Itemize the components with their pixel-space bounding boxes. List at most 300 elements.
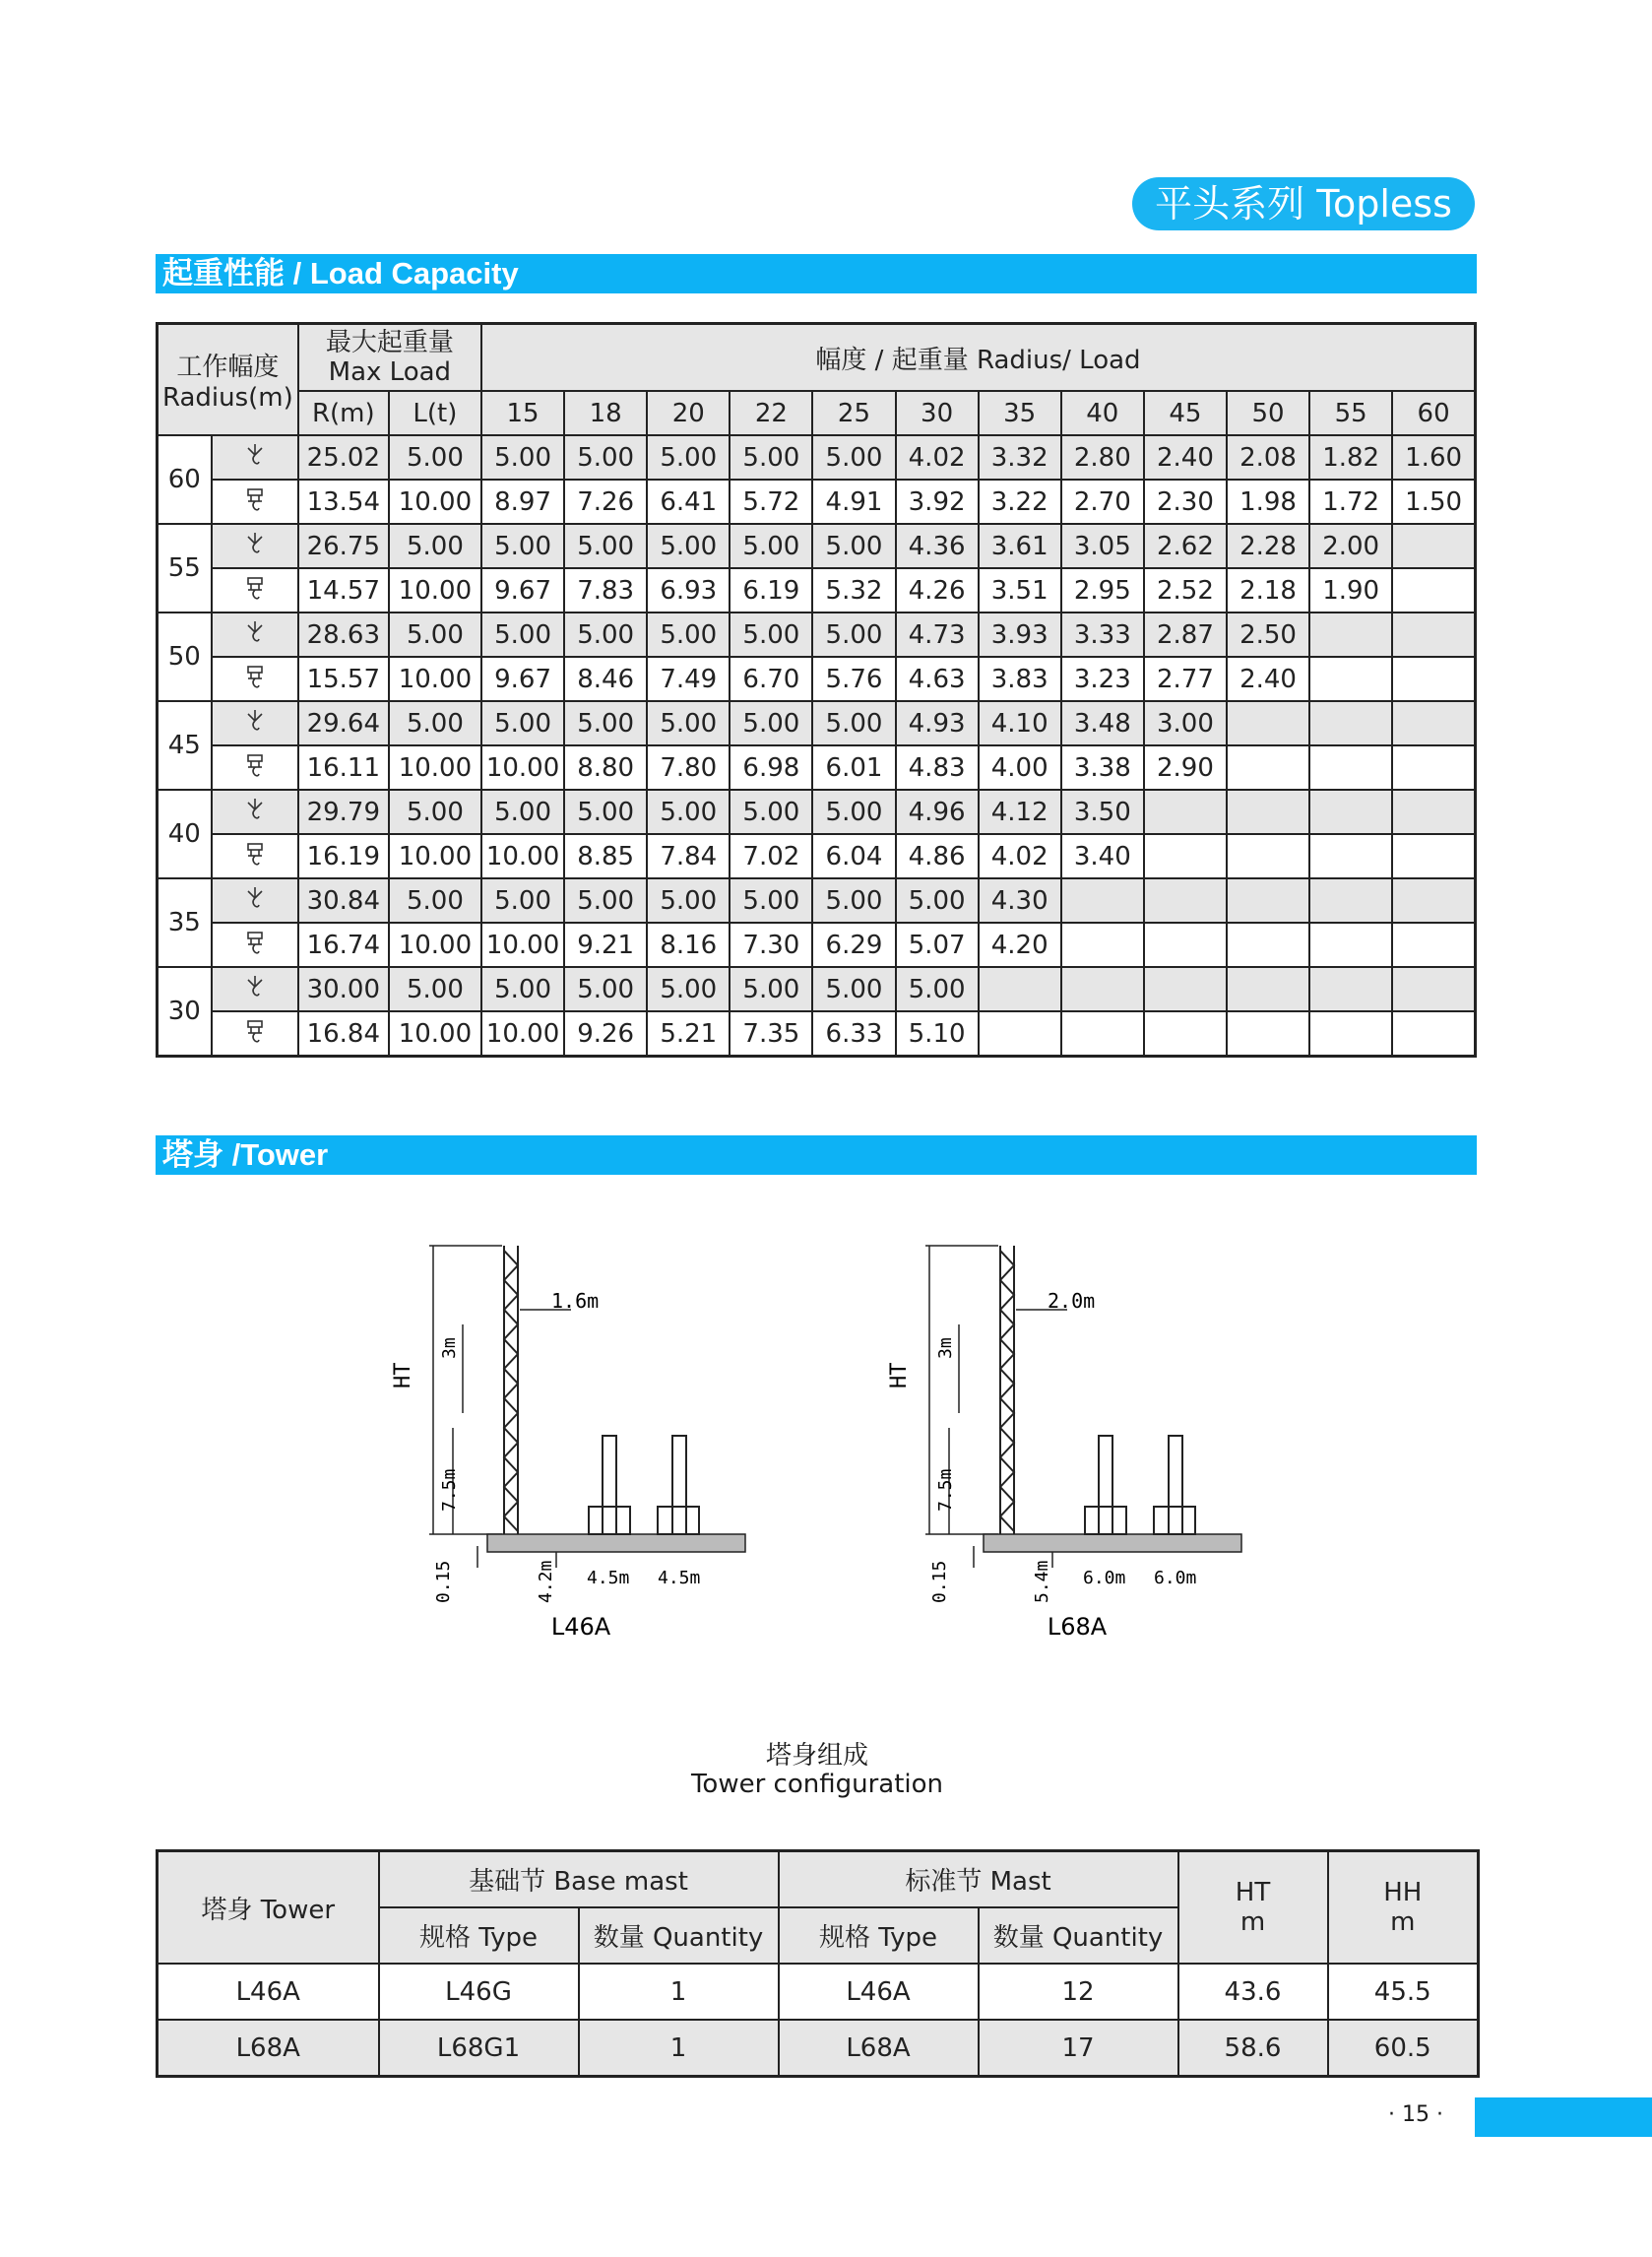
base-type-header: 规格 Type [379,1907,579,1964]
mast-type-cell: L46A [779,1964,979,2020]
load-value-cell [979,1011,1061,1057]
load-value-cell [1392,834,1475,878]
table-row [158,524,1476,568]
base-type-cell: L68G1 [379,2020,579,2077]
load-value-cell: 4.86 [896,834,979,878]
mast-lattice [1000,1246,1014,1534]
load-value-cell: 5.00 [730,613,812,657]
load-value-cell: 5.07 [896,923,979,967]
mast-header: 标准节 Mast [779,1851,1178,1908]
radius-col-header: 20 [647,391,730,435]
load-value-cell [1392,568,1475,613]
ht-cell: 58.6 [1178,2020,1328,2077]
config-title-en: Tower configuration [690,1770,944,1799]
load-value-cell: 4.02 [896,435,979,480]
load-value-cell [1392,1011,1475,1057]
single-fall-hook-icon [212,967,298,1011]
series-badge: 平头系列 Topless [1132,177,1475,230]
max-load-cell: 5.00 [389,435,481,480]
load-value-cell: 3.00 [1144,701,1227,745]
load-value-cell: 5.00 [730,701,812,745]
load-value-cell: 2.87 [1144,613,1227,657]
load-value-cell: 1.82 [1309,435,1392,480]
load-value-cell: 2.40 [1227,657,1309,701]
load-value-cell: 2.80 [1061,435,1144,480]
load-value-cell: 2.08 [1227,435,1309,480]
load-value-cell: 4.63 [896,657,979,701]
load-value-cell: 3.40 [1061,834,1144,878]
load-value-cell: 5.00 [564,790,647,834]
max-load-cell: 5.00 [389,701,481,745]
load-value-cell [1227,1011,1309,1057]
load-value-cell: 4.96 [896,790,979,834]
load-value-cell: 5.00 [812,435,895,480]
base-qty-header: 数量 Quantity [579,1907,779,1964]
load-value-cell: 3.50 [1061,790,1144,834]
radius-col-header: 22 [730,391,812,435]
hh-header-unit: m [1390,1907,1416,1937]
load-value-cell: 5.32 [812,568,895,613]
load-value-cell [1392,613,1475,657]
load-value-cell: 5.00 [481,701,564,745]
depth-label: 5.4m [1032,1560,1052,1603]
load-value-cell: 8.46 [564,657,647,701]
radius-col-header: 15 [481,391,564,435]
working-radius-cell: 55 [158,524,212,613]
table-row [158,790,1476,834]
gap-label: 0.15 [929,1560,950,1603]
load-value-cell: 6.19 [730,568,812,613]
load-value-cell: 5.00 [481,967,564,1011]
load-value-cell: 4.20 [979,923,1061,967]
load-value-cell [1144,878,1227,923]
max-load-cell: 10.00 [389,1011,481,1057]
load-value-cell: 9.21 [564,923,647,967]
load-value-cell: 5.00 [647,878,730,923]
load-value-cell: 10.00 [481,923,564,967]
mast-type-header: 规格 Type [779,1907,979,1964]
load-value-cell: 5.00 [564,613,647,657]
radius-header-en: Radius(m) [161,383,293,413]
load-value-cell: 5.10 [896,1011,979,1057]
hh-cell: 45.5 [1328,1964,1479,2020]
r-header: R(m) [298,391,389,435]
load-value-cell: 1.72 [1309,480,1392,524]
table-row [158,568,1476,613]
load-value-cell: 2.18 [1227,568,1309,613]
hh-header [1328,1851,1479,1965]
working-radius-cell: 40 [158,790,212,878]
mast-qty-cell: 12 [979,1964,1178,2020]
table-row [158,967,1476,1011]
working-radius-cell: 35 [158,878,212,967]
maxload-header-en: Max Load [328,357,452,387]
load-value-cell: 7.35 [730,1011,812,1057]
load-value-cell [1392,923,1475,967]
load-value-cell: 7.30 [730,923,812,967]
double-fall-hook-icon [212,834,298,878]
load-value-cell: 10.00 [481,1011,564,1057]
double-fall-hook-icon [212,480,298,524]
table-row [158,657,1476,701]
load-value-cell [1392,878,1475,923]
max-load-cell: 5.00 [389,790,481,834]
load-value-cell: 4.12 [979,790,1061,834]
load-value-cell: 5.00 [647,790,730,834]
base-mast-drawing [589,1436,699,1534]
table-row [158,878,1476,923]
single-fall-hook-icon [212,435,298,480]
load-value-cell [1227,834,1309,878]
tower-header: 塔身 /Tower [156,1135,1477,1175]
load-value-cell: 5.00 [647,701,730,745]
load-value-cell [1227,878,1309,923]
load-value-cell: 3.61 [979,524,1061,568]
max-load-cell: 5.00 [389,524,481,568]
load-value-cell: 9.67 [481,568,564,613]
load-value-cell: 5.00 [812,613,895,657]
single-fall-hook-icon [212,613,298,657]
load-value-cell: 7.26 [564,480,647,524]
load-value-cell: 2.95 [1061,568,1144,613]
load-value-cell: 5.72 [730,480,812,524]
load-value-cell: 1.60 [1392,435,1475,480]
max-radius-cell: 29.79 [298,790,389,834]
depth-label: 4.2m [536,1560,556,1603]
load-value-cell [1144,1011,1227,1057]
load-value-cell: 6.29 [812,923,895,967]
max-radius-cell: 30.84 [298,878,389,923]
load-value-cell [1227,701,1309,745]
table-row [158,435,1476,480]
max-radius-cell: 16.11 [298,745,389,790]
single-fall-hook-icon [212,524,298,568]
load-value-cell: 6.41 [647,480,730,524]
width-label: 1.6m [551,1289,600,1313]
load-value-cell: 10.00 [481,745,564,790]
max-radius-cell: 25.02 [298,435,389,480]
mast-type-cell: L68A [779,2020,979,2077]
load-value-cell [1392,524,1475,568]
load-value-cell: 9.67 [481,657,564,701]
dimension-lines [429,1246,571,1568]
load-value-cell: 3.83 [979,657,1061,701]
load-value-cell: 3.33 [1061,613,1144,657]
double-fall-hook-icon [212,923,298,967]
l-header: L(t) [389,391,481,435]
tower-header-cell: 塔身 Tower [158,1851,379,1965]
tower-cell: L46A [158,1964,379,2020]
radius-header [158,324,298,436]
load-value-cell [1227,745,1309,790]
working-radius-cell: 30 [158,967,212,1057]
ht-header-label: HT [1235,1878,1271,1907]
load-value-cell: 7.83 [564,568,647,613]
load-value-cell: 5.00 [730,524,812,568]
max-radius-cell: 16.19 [298,834,389,878]
load-value-cell: 5.00 [647,435,730,480]
load-value-cell [1061,878,1144,923]
load-value-cell [1309,967,1392,1011]
ht-label: HT [887,1362,912,1388]
load-value-cell [1144,923,1227,967]
maxload-header-cn: 最大起重量 [325,328,454,357]
max-load-cell: 10.00 [389,834,481,878]
load-value-cell: 5.00 [812,524,895,568]
max-load-cell: 10.00 [389,745,481,790]
load-value-cell: 6.70 [730,657,812,701]
max-radius-cell: 26.75 [298,524,389,568]
base-qty-cell: 1 [579,2020,779,2077]
max-radius-cell: 30.00 [298,967,389,1011]
maxload-header [298,324,481,392]
working-radius-cell: 45 [158,701,212,790]
ht-header-unit: m [1239,1907,1266,1937]
load-value-cell [1392,701,1475,745]
load-value-cell [1309,745,1392,790]
diagram-label: L68A [1047,1613,1108,1641]
load-value-cell: 3.22 [979,480,1061,524]
mast-lattice [504,1246,518,1534]
hh-cell: 60.5 [1328,2020,1479,2077]
table-row [158,923,1476,967]
radius-col-header: 60 [1392,391,1475,435]
load-value-cell [1392,790,1475,834]
load-value-cell: 7.84 [647,834,730,878]
mast-qty-cell: 17 [979,2020,1178,2077]
max-load-cell: 10.00 [389,480,481,524]
corner-accent [1475,2097,1652,2137]
load-value-cell: 5.00 [647,524,730,568]
max-load-cell: 5.00 [389,878,481,923]
double-fall-hook-icon [212,1011,298,1057]
load-value-cell [1227,790,1309,834]
working-radius-cell: 50 [158,613,212,701]
load-value-cell: 6.33 [812,1011,895,1057]
width-label: 2.0m [1048,1289,1096,1313]
page-number: · 15 · [1388,2102,1443,2127]
radius-load-header: 幅度 / 起重量 Radius/ Load [481,324,1476,392]
load-value-cell: 3.05 [1061,524,1144,568]
base-qty-cell: 1 [579,1964,779,2020]
load-value-cell: 1.90 [1309,568,1392,613]
foundation [984,1534,1241,1552]
load-value-cell: 4.83 [896,745,979,790]
load-value-cell: 2.40 [1144,435,1227,480]
ht-header [1178,1851,1328,1965]
load-value-cell: 5.21 [647,1011,730,1057]
load-value-cell: 6.04 [812,834,895,878]
config-title-cn: 塔身组成 [765,1741,868,1771]
load-value-cell [1227,923,1309,967]
load-value-cell: 5.00 [812,701,895,745]
double-fall-hook-icon [212,568,298,613]
tower-diagram-l68a [887,1231,1264,1654]
load-value-cell: 7.80 [647,745,730,790]
load-value-cell: 3.48 [1061,701,1144,745]
load-value-cell: 2.30 [1144,480,1227,524]
load-value-cell: 6.93 [647,568,730,613]
load-value-cell [1144,790,1227,834]
load-value-cell: 8.16 [647,923,730,967]
radius-col-header: 35 [979,391,1061,435]
load-capacity-table [156,322,1477,1058]
section-label: 3m [439,1337,460,1359]
load-value-cell [1144,967,1227,1011]
load-value-cell [1144,834,1227,878]
load-value-cell: 2.50 [1227,613,1309,657]
load-value-cell [1309,1011,1392,1057]
tower-config-table [156,1849,1480,2078]
table-row [158,745,1476,790]
load-value-cell: 3.92 [896,480,979,524]
radius-col-header: 40 [1061,391,1144,435]
section-label: 3m [935,1337,956,1359]
load-value-cell [1061,923,1144,967]
base1-label: 4.5m [587,1568,630,1588]
ht-cell: 43.6 [1178,1964,1328,2020]
load-value-cell: 5.00 [730,790,812,834]
base-mast-header: 基础节 Base mast [379,1851,779,1908]
radius-col-header: 25 [812,391,895,435]
base1-label: 6.0m [1083,1568,1126,1588]
load-value-cell: 4.10 [979,701,1061,745]
load-value-cell [1392,657,1475,701]
load-value-cell: 5.00 [812,967,895,1011]
max-radius-cell: 29.64 [298,701,389,745]
max-radius-cell: 16.74 [298,923,389,967]
table-row [158,480,1476,524]
double-fall-hook-icon [212,657,298,701]
load-value-cell [1309,613,1392,657]
max-radius-cell: 15.57 [298,657,389,701]
load-value-cell: 4.02 [979,834,1061,878]
base-height-label: 7.5m [935,1468,956,1512]
working-radius-cell: 60 [158,435,212,524]
max-radius-cell: 28.63 [298,613,389,657]
load-value-cell: 4.00 [979,745,1061,790]
load-value-cell: 5.00 [564,967,647,1011]
load-value-cell: 2.52 [1144,568,1227,613]
load-value-cell: 5.00 [730,967,812,1011]
load-value-cell: 5.00 [564,435,647,480]
radius-col-header: 18 [564,391,647,435]
load-value-cell: 5.00 [481,613,564,657]
load-value-cell: 1.98 [1227,480,1309,524]
load-capacity-header: 起重性能 / Load Capacity [156,254,1477,293]
load-value-cell: 5.00 [481,435,564,480]
load-value-cell: 8.97 [481,480,564,524]
load-value-cell: 2.70 [1061,480,1144,524]
radius-header-cn: 工作幅度 [176,353,280,382]
table-row [158,1011,1476,1057]
radius-col-header: 30 [896,391,979,435]
radius-col-header: 55 [1309,391,1392,435]
load-value-cell: 4.93 [896,701,979,745]
single-fall-hook-icon [212,790,298,834]
load-value-cell: 4.91 [812,480,895,524]
table-row [158,1964,1479,2020]
mast-qty-header: 数量 Quantity [979,1907,1178,1964]
table-row [158,701,1476,745]
load-value-cell [1309,923,1392,967]
load-value-cell: 4.73 [896,613,979,657]
load-value-cell: 5.00 [481,790,564,834]
single-fall-hook-icon [212,878,298,923]
diagram-label: L46A [550,1613,611,1641]
load-value-cell: 9.26 [564,1011,647,1057]
load-value-cell [1061,1011,1144,1057]
load-value-cell [1227,967,1309,1011]
load-value-cell [1309,834,1392,878]
load-value-cell: 5.00 [564,524,647,568]
max-load-cell: 10.00 [389,923,481,967]
load-value-cell: 5.00 [730,435,812,480]
load-value-cell: 2.77 [1144,657,1227,701]
load-value-cell: 2.62 [1144,524,1227,568]
double-fall-hook-icon [212,745,298,790]
load-value-cell: 6.01 [812,745,895,790]
max-load-cell: 5.00 [389,967,481,1011]
max-load-cell: 10.00 [389,657,481,701]
load-value-cell: 7.02 [730,834,812,878]
load-value-cell: 4.26 [896,568,979,613]
foundation [487,1534,745,1552]
load-value-cell: 4.36 [896,524,979,568]
load-value-cell: 3.93 [979,613,1061,657]
max-radius-cell: 16.84 [298,1011,389,1057]
load-value-cell: 3.23 [1061,657,1144,701]
radius-col-header: 50 [1227,391,1309,435]
load-value-cell [1309,657,1392,701]
load-value-cell: 5.00 [896,878,979,923]
load-value-cell: 5.00 [647,967,730,1011]
load-value-cell: 5.00 [564,878,647,923]
base-height-label: 7.5m [439,1468,460,1512]
load-value-cell [1061,967,1144,1011]
base-type-cell: L46G [379,1964,579,2020]
load-value-cell: 5.76 [812,657,895,701]
load-value-cell: 3.51 [979,568,1061,613]
load-value-cell: 1.50 [1392,480,1475,524]
load-value-cell: 5.00 [481,878,564,923]
load-value-cell [1392,967,1475,1011]
max-radius-cell: 14.57 [298,568,389,613]
ht-label: HT [391,1362,415,1388]
load-value-cell: 8.85 [564,834,647,878]
load-value-cell: 4.30 [979,878,1061,923]
load-value-cell: 2.90 [1144,745,1227,790]
load-value-cell: 5.00 [647,613,730,657]
load-value-cell: 7.49 [647,657,730,701]
base2-label: 4.5m [658,1568,701,1588]
load-value-cell: 2.28 [1227,524,1309,568]
load-value-cell: 5.00 [481,524,564,568]
gap-label: 0.15 [433,1560,454,1603]
load-value-cell: 5.00 [896,967,979,1011]
base-mast-drawing [1085,1436,1195,1534]
load-value-cell: 10.00 [481,834,564,878]
table-row [158,613,1476,657]
load-value-cell [1309,878,1392,923]
load-value-cell: 5.00 [564,701,647,745]
load-value-cell: 3.38 [1061,745,1144,790]
load-value-cell: 3.32 [979,435,1061,480]
load-value-cell [1309,790,1392,834]
max-radius-cell: 13.54 [298,480,389,524]
load-value-cell [979,967,1061,1011]
dimension-lines [925,1246,1067,1568]
